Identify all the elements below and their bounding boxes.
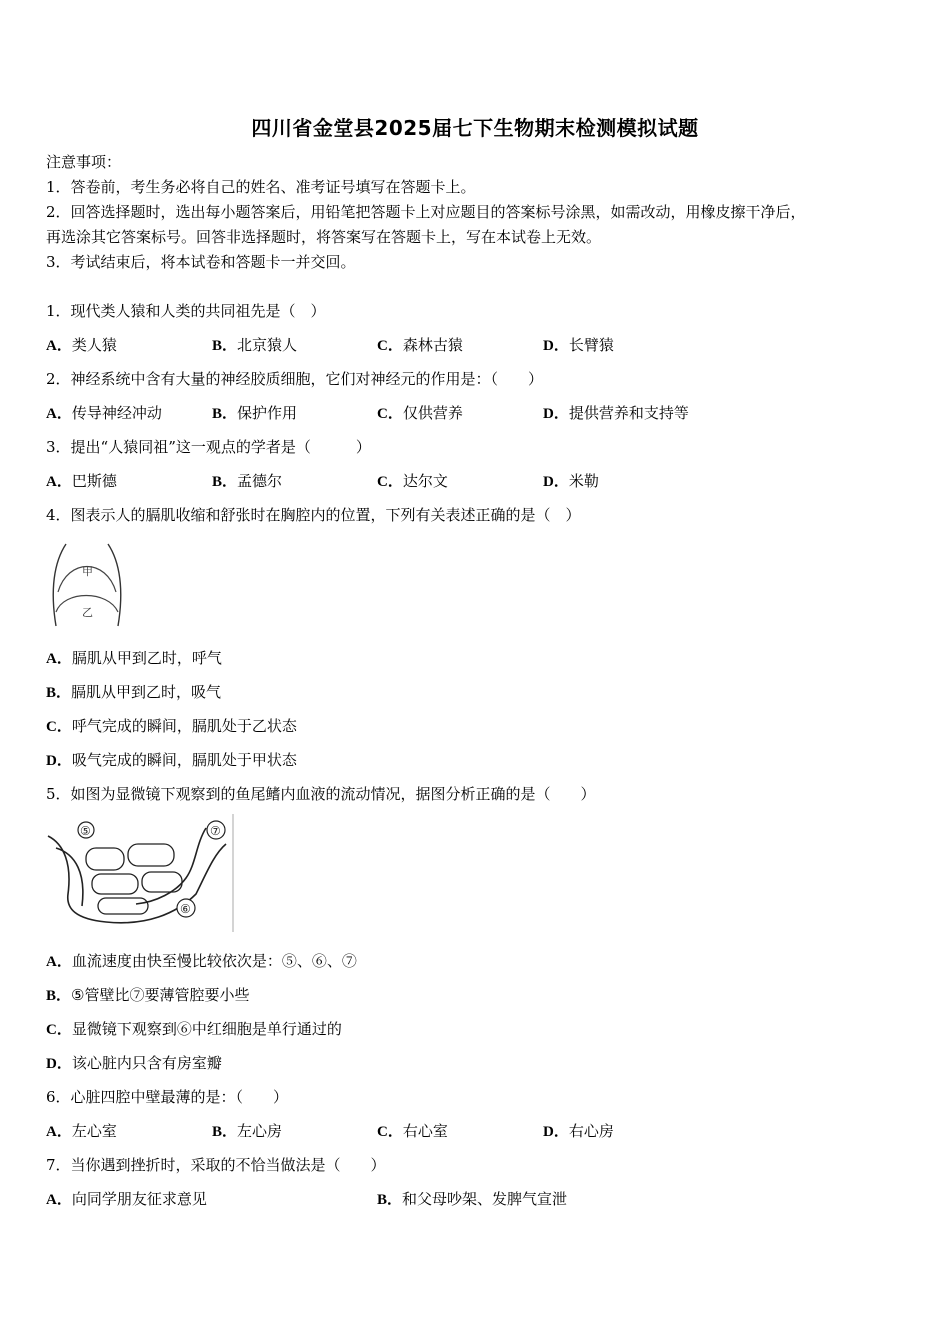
option-text: 巴斯德 bbox=[71, 472, 117, 490]
question-stem-3: 3．提出“人猿同祖”这一观点的学者是（ ） bbox=[46, 438, 371, 456]
option-label: A． bbox=[46, 954, 72, 970]
option-text: ⑤管壁比⑦要薄管腔要小些 bbox=[71, 986, 250, 1004]
option-b[interactable] bbox=[212, 335, 297, 356]
page-title: 四川省金堂县2025届七下生物期末检测模拟试题 bbox=[251, 116, 699, 140]
option-b[interactable] bbox=[46, 682, 221, 703]
option-label: B． bbox=[46, 685, 72, 701]
option-label: D． bbox=[46, 753, 72, 769]
option-text: 长臂猿 bbox=[568, 336, 614, 354]
option-b[interactable] bbox=[46, 985, 249, 1006]
ribcage-left bbox=[53, 544, 66, 626]
option-d[interactable] bbox=[46, 750, 297, 771]
option-label: A． bbox=[46, 651, 72, 667]
notice-heading: 注意事项： bbox=[46, 153, 122, 171]
option-text: 右心室 bbox=[402, 1122, 448, 1140]
figure-label-5: ⑤ bbox=[80, 824, 91, 838]
capillary-loop bbox=[98, 898, 148, 914]
option-c[interactable] bbox=[46, 716, 297, 737]
option-text: 膈肌从甲到乙时，呼气 bbox=[71, 649, 222, 667]
diaphragm-figure bbox=[46, 540, 128, 632]
option-c[interactable] bbox=[46, 1019, 342, 1040]
option-label: B． bbox=[212, 1124, 238, 1140]
option-text: 显微镜下观察到⑥中红细胞是单行通过的 bbox=[71, 1020, 342, 1038]
option-label: A． bbox=[46, 338, 72, 354]
option-text: 呼气完成的瞬间，膈肌处于乙状态 bbox=[71, 717, 297, 735]
option-label: D． bbox=[543, 474, 569, 490]
option-text: 膈肌从甲到乙时，吸气 bbox=[71, 683, 222, 701]
option-label: B． bbox=[377, 1192, 403, 1208]
option-text: 森林古猿 bbox=[402, 336, 463, 354]
option-d[interactable] bbox=[543, 471, 599, 492]
option-text: 孟德尔 bbox=[237, 472, 283, 490]
option-label: A． bbox=[46, 1124, 72, 1140]
option-label: A． bbox=[46, 1192, 72, 1208]
option-c[interactable] bbox=[377, 335, 463, 356]
option-text: 保护作用 bbox=[237, 404, 298, 422]
diaphragm-diagram bbox=[46, 540, 128, 632]
option-text: 和父母吵架、发脾气宣泄 bbox=[402, 1190, 568, 1208]
figure-label-6: ⑥ bbox=[180, 902, 191, 916]
option-a[interactable] bbox=[46, 403, 162, 424]
question-stem-7: 7．当你遇到挫折时，采取的不恰当做法是（ ） bbox=[46, 1156, 386, 1174]
capillary-loop bbox=[86, 848, 124, 870]
option-text: 吸气完成的瞬间，膈肌处于甲状态 bbox=[71, 751, 297, 769]
option-c[interactable] bbox=[377, 403, 463, 424]
option-label: D． bbox=[543, 338, 569, 354]
option-b[interactable] bbox=[212, 403, 297, 424]
option-label: C． bbox=[377, 338, 403, 354]
notice-item: 3．考试结束后，将本试卷和答题卡一并交回。 bbox=[46, 253, 356, 271]
ribcage-right bbox=[108, 544, 121, 626]
option-text: 仅供营养 bbox=[402, 404, 463, 422]
option-text: 类人猿 bbox=[71, 336, 117, 354]
blood-flow-figure bbox=[46, 814, 234, 932]
option-label: C． bbox=[46, 719, 72, 735]
option-label: C． bbox=[377, 406, 403, 422]
option-b[interactable] bbox=[212, 1121, 282, 1142]
option-label: B． bbox=[212, 406, 238, 422]
capillary-loop bbox=[128, 844, 174, 866]
option-text: 达尔文 bbox=[402, 472, 448, 490]
option-text: 该心脏内只含有房室瓣 bbox=[71, 1054, 222, 1072]
option-a[interactable] bbox=[46, 648, 222, 669]
question-stem-5: 5．如图为显微镜下观察到的鱼尾鳍内血液的流动情况，据图分析正确的是（ ） bbox=[46, 785, 596, 803]
option-text: 左心室 bbox=[71, 1122, 117, 1140]
option-label: C． bbox=[377, 474, 403, 490]
option-b[interactable] bbox=[212, 471, 282, 492]
option-a[interactable] bbox=[46, 951, 357, 972]
option-text: 提供营养和支持等 bbox=[568, 404, 689, 422]
option-text: 血流速度由快至慢比较依次是：⑤、⑥、⑦ bbox=[71, 952, 357, 970]
option-text: 传导神经冲动 bbox=[71, 404, 162, 422]
option-label: C． bbox=[377, 1124, 403, 1140]
figure-label-jia: 甲 bbox=[82, 565, 93, 578]
question-stem-1: 1．现代类人猿和人类的共同祖先是（ ） bbox=[46, 302, 326, 320]
option-a[interactable] bbox=[46, 1121, 117, 1142]
option-c[interactable] bbox=[377, 1121, 448, 1142]
option-label: B． bbox=[212, 474, 238, 490]
option-label: D． bbox=[543, 1124, 569, 1140]
capillary-loop bbox=[92, 874, 138, 894]
option-d[interactable] bbox=[543, 335, 614, 356]
option-b[interactable] bbox=[377, 1189, 567, 1210]
option-text: 北京猿人 bbox=[237, 336, 298, 354]
option-label: C． bbox=[46, 1022, 72, 1038]
question-stem-6: 6．心脏四腔中壁最薄的是：（ ） bbox=[46, 1088, 289, 1106]
option-label: D． bbox=[46, 1056, 72, 1072]
option-label: B． bbox=[212, 338, 238, 354]
option-text: 右心房 bbox=[568, 1122, 614, 1140]
option-d[interactable] bbox=[46, 1053, 222, 1074]
option-d[interactable] bbox=[543, 403, 689, 424]
option-a[interactable] bbox=[46, 1189, 207, 1210]
option-text: 左心房 bbox=[237, 1122, 283, 1140]
notice-item: 再选涂其它答案标号。回答非选择题时，将答案写在答题卡上，写在本试卷上无效。 bbox=[46, 228, 602, 246]
option-label: A． bbox=[46, 474, 72, 490]
option-c[interactable] bbox=[377, 471, 448, 492]
option-a[interactable] bbox=[46, 335, 117, 356]
option-label: D． bbox=[543, 406, 569, 422]
option-label: B． bbox=[46, 988, 72, 1004]
option-d[interactable] bbox=[543, 1121, 614, 1142]
notice-item: 2．回答选择题时，选出每小题答案后，用铅笔把答题卡上对应题目的答案标号涂黑，如需改动，用橡皮擦干净后， bbox=[46, 203, 806, 221]
figure-label-yi: 乙 bbox=[82, 606, 93, 619]
question-stem-2: 2．神经系统中含有大量的神经胶质细胞，它们对神经元的作用是：（ ） bbox=[46, 370, 544, 388]
blood-flow-diagram bbox=[46, 814, 234, 932]
option-text: 向同学朋友征求意见 bbox=[71, 1190, 207, 1208]
option-label: A． bbox=[46, 406, 72, 422]
option-a[interactable] bbox=[46, 471, 117, 492]
notice-item: 1．答卷前，考生务必将自己的姓名、准考证号填写在答题卡上。 bbox=[46, 178, 476, 196]
option-text: 米勒 bbox=[568, 472, 599, 490]
question-stem-4: 4．图表示人的膈肌收缩和舒张时在胸腔内的位置，下列有关表述正确的是（ ） bbox=[46, 506, 581, 524]
figure-label-7: ⑦ bbox=[210, 824, 221, 838]
